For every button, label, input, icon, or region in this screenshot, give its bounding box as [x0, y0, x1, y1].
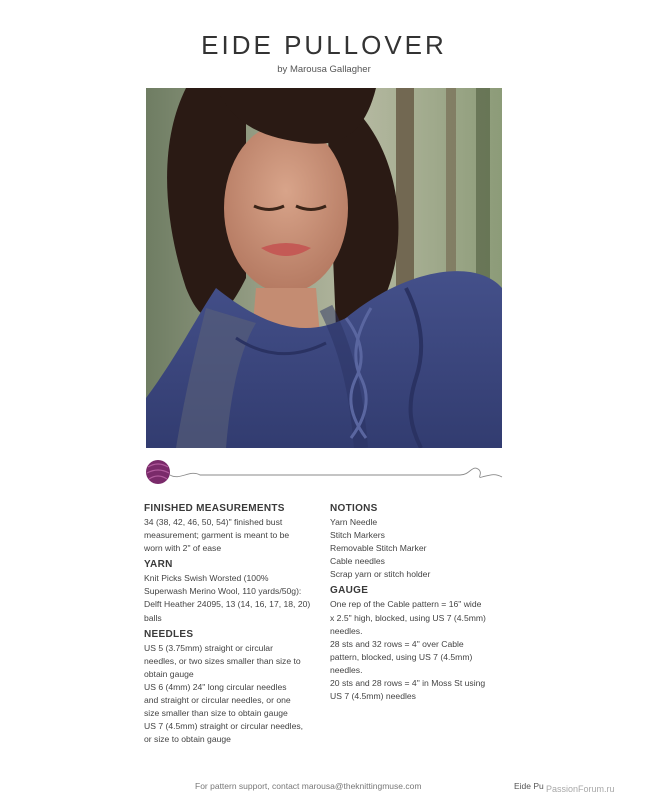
finished-measurements-section [144, 502, 324, 555]
text-line: or size to obtain gauge [144, 734, 231, 745]
text-line: and straight or circular needles, or one [144, 695, 291, 706]
text-line: x 2.5" high, blocked, using US 7 (4.5mm) [330, 612, 486, 623]
text-line: One rep of the Cable pattern = 16" wide [330, 599, 482, 610]
yarn-divider [140, 455, 510, 491]
text-line: Yarn Needle [330, 517, 378, 527]
text-line: pattern, blocked, using US 7 (4.5mm) [330, 651, 473, 662]
pattern-photo [146, 88, 502, 448]
text-line: US 7 (4.5mm) straight or circular needles, [144, 721, 304, 732]
text-line: US 6 (4mm) 24" long circular needles [144, 681, 287, 692]
text-line: Removable Stitch Marker [330, 543, 427, 554]
text-line: US 5 (3.75mm) straight or circular [144, 642, 273, 653]
support-footer: For pattern support, contact marousa@theknittingmuse.com [195, 781, 422, 791]
watermark: PassionForum.ru [546, 784, 615, 794]
text-line: obtain gauge [144, 668, 194, 679]
notions-section [330, 502, 510, 581]
text-line: size smaller than size to obtain gauge [144, 708, 288, 719]
text-line: measurement; garment is meant to be [144, 530, 290, 541]
yarn-ball-icon [146, 460, 170, 484]
text-line: needles. [330, 625, 363, 636]
section-title: YARN [144, 559, 173, 571]
text-line: 20 sts and 28 rows = 4" in Moss St using [330, 678, 486, 689]
text-line: Delft Heather 24095, 13 (14, 16, 17, 18, 20) [144, 599, 311, 610]
left-column [144, 502, 324, 749]
text-line: Scrap yarn or stitch holder [330, 569, 431, 580]
text-line: Superwash Merino Wool, 110 yards/50g): [144, 586, 302, 597]
portrait-photo [146, 88, 502, 448]
text-line: Knit Picks Swish Worsted (100% [144, 573, 269, 584]
page-title: EIDE PULLOVER [201, 30, 447, 60]
text-line: Stitch Markers [330, 530, 385, 541]
right-column [330, 502, 510, 706]
text-line: Cable needles [330, 556, 385, 567]
page-label: Eide Pu [514, 781, 544, 791]
text-line: US 7 (4.5mm) needles [330, 691, 416, 702]
yarn-section [144, 558, 324, 624]
section-title: FINISHED MEASUREMENTS [144, 503, 285, 514]
section-title: NEEDLES [144, 628, 194, 640]
text-line: 34 (38, 42, 46, 50, 54)" finished bust [144, 517, 283, 527]
designer-byline: by Marousa Gallagher [277, 64, 371, 75]
gauge-section [330, 584, 510, 703]
section-title: NOTIONS [330, 503, 378, 514]
text-line: needles. [330, 664, 363, 675]
text-line: balls [144, 612, 162, 623]
text-line: needles, or two sizes smaller than size to [144, 655, 301, 666]
text-line: worn with 2" of ease [144, 543, 222, 554]
needles-section [144, 628, 324, 747]
text-line: 28 sts and 32 rows = 4" over Cable [330, 638, 464, 649]
section-title: GAUGE [330, 585, 369, 597]
